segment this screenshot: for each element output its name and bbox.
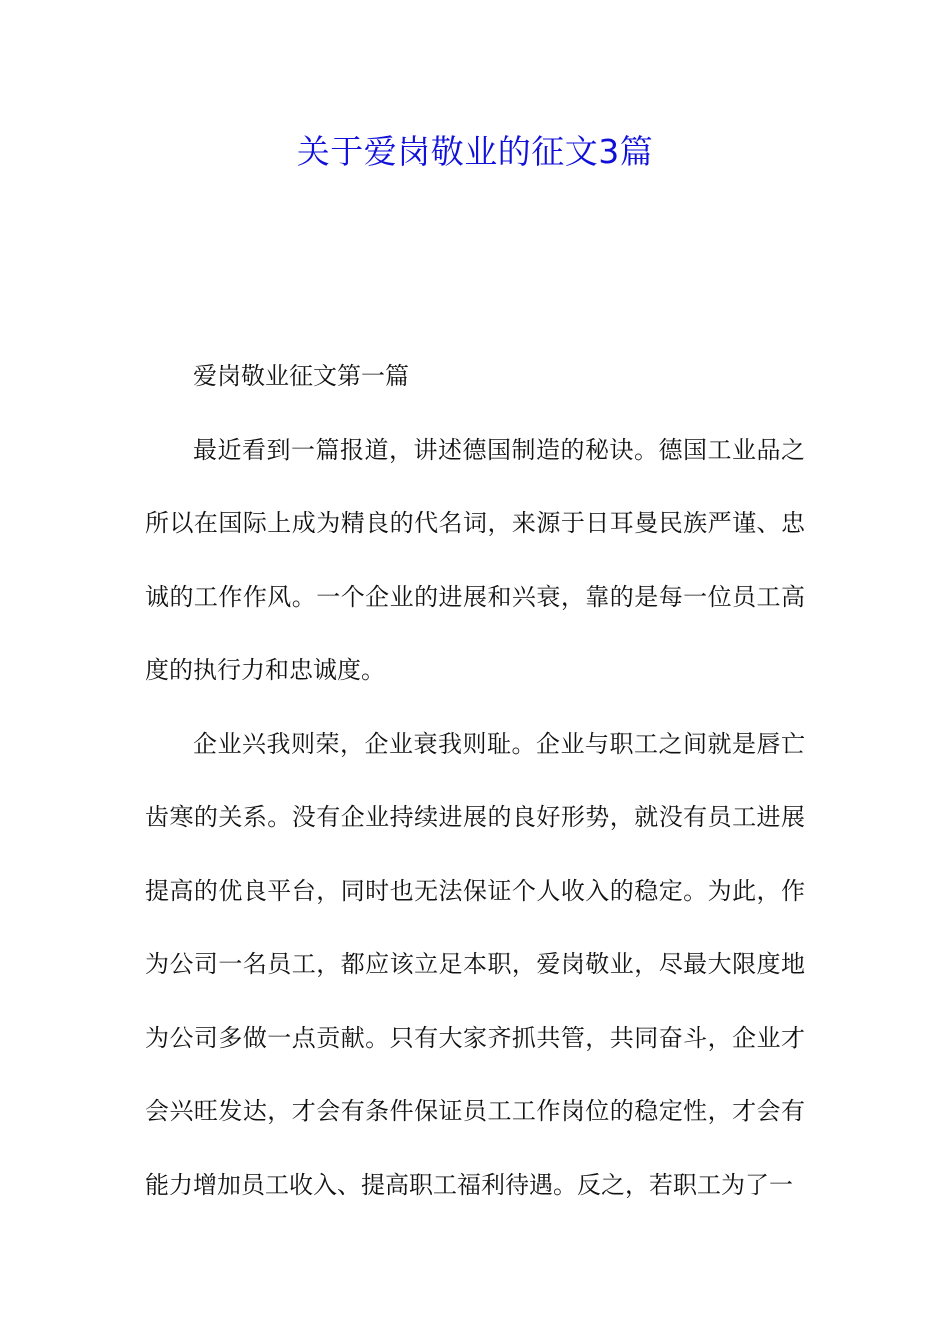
document-title: 关于爱岗敬业的征文3篇	[296, 132, 654, 171]
section-heading: 爱岗敬业征文第一篇	[193, 362, 409, 390]
paragraph: 最近看到一篇报道，讲述德国制造的秘诀。德国工业品之所以在国际上成为精良的代名词，来源于日耳曼民族严谨、忠诚的工作作风。一个企业的进展和兴衰，靠的是每一位员工高度的执行力和忠诚度。	[145, 435, 805, 684]
paragraph: 企业兴我则荣，企业衰我则耻。企业与职工之间就是唇亡齿寒的关系。没有企业持续进展的良好形势，就没有员工进展提高的优良平台，同时也无法保证个人收入的稳定。为此，作为公司一名员工，都应该立足本职，爱岗敬业，尽最大限度地为公司多做一点贡献。只有大家齐抓共管，共同奋斗，企业才会兴旺发达，才会有条件保证员工工作岗位的稳定性，才会有能力增加员工收入、提高职工福利待遇。反之，若职工为了一	[145, 729, 805, 1199]
document-body	[145, 340, 805, 1222]
